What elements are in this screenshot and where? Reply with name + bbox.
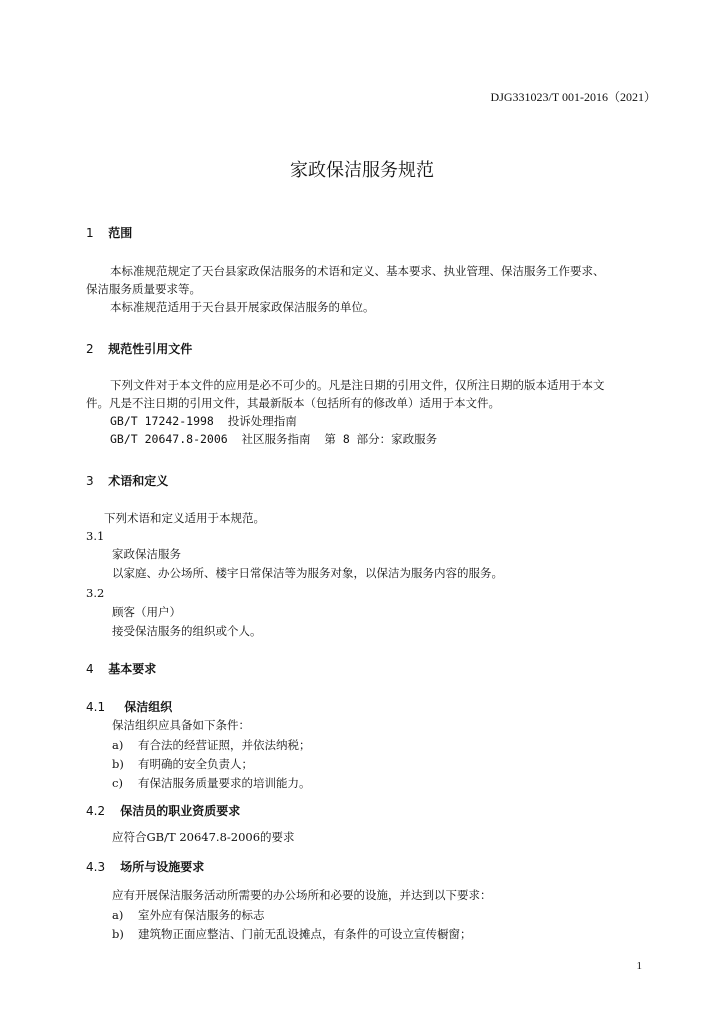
section-title: 规范性引用文件 (108, 342, 193, 356)
list-text: 室外应有保洁服务的标志 (138, 908, 265, 922)
list-label: a) (112, 908, 124, 922)
list-text: 有明确的安全负责人； (138, 757, 253, 771)
list-label: b) (112, 927, 124, 941)
list-item (112, 906, 265, 924)
list-text: 建筑物正面应整洁、门前无乱设摊点，有条件的可设立宣传橱窗； (138, 927, 472, 941)
subsection-number: 4.2 (86, 804, 106, 818)
section-4-heading (86, 660, 156, 677)
term-name: 顾客（用户） (112, 605, 181, 619)
list-item (112, 755, 253, 773)
list-text: 有保洁服务质量要求的培训能力。 (138, 776, 311, 790)
list-item (112, 925, 472, 943)
subsection-4-2-heading (86, 802, 240, 819)
term-name: 家政保洁服务 (112, 547, 181, 561)
list-label: b) (112, 757, 124, 771)
list-item (112, 736, 311, 754)
subsection-number: 4.3 (86, 860, 106, 874)
paragraph: 应符合GB/T 20647.8-2006的要求 (112, 830, 295, 844)
subsection-4-3-heading (86, 858, 204, 875)
document-title: 家政保洁服务规范 (290, 160, 434, 181)
term-definition: 接受保洁服务的组织或个人。 (112, 624, 262, 638)
page-number: 1 (636, 960, 642, 972)
paragraph: 应有开展保洁服务活动所需要的办公场所和必要的设施，并达到以下要求： (112, 888, 492, 902)
section-number: 1 (86, 226, 94, 240)
paragraph-continued: 保洁服务质量要求等。 (86, 282, 201, 296)
subsection-title: 保洁员的职业资质要求 (120, 804, 241, 818)
paragraph: 本标准规范规定了天台县家政保洁服务的术语和定义、基本要求、执业管理、保洁服务工作要求、 (110, 264, 605, 278)
paragraph: 保洁组织应具备如下条件： (112, 718, 250, 732)
section-title: 范围 (108, 226, 133, 240)
section-number: 4 (86, 662, 94, 676)
section-1-heading (86, 224, 132, 241)
subsection-title: 场所与设施要求 (120, 860, 205, 874)
term-definition: 以家庭、办公场所、楼宇日常保洁等为服务对象，以保洁为服务内容的服务。 (112, 566, 503, 580)
section-3-heading (86, 472, 168, 489)
term-number: 3.1 (86, 529, 105, 543)
list-item (112, 774, 311, 792)
paragraph: 本标准规范适用于天台县开展家政保洁服务的单位。 (110, 300, 375, 314)
subsection-title: 保洁组织 (124, 700, 173, 714)
reference-item: GB/T 20647.8-2006 社区服务指南 第 8 部分：家政服务 (110, 432, 438, 446)
paragraph: 下列术语和定义适用于本规范。 (104, 511, 265, 525)
section-number: 3 (86, 474, 94, 488)
term-number: 3.2 (86, 586, 105, 600)
section-title: 术语和定义 (108, 474, 169, 488)
paragraph-continued: 件。凡是不注日期的引用文件，其最新版本（包括所有的修改单）适用于本文件。 (86, 396, 500, 410)
list-label: c) (112, 776, 123, 790)
standard-number: DJG331023/T 001-2016（2021） (490, 90, 656, 104)
section-title: 基本要求 (108, 662, 157, 676)
section-number: 2 (86, 342, 94, 356)
subsection-4-1-heading (86, 698, 172, 715)
subsection-number: 4.1 (86, 700, 106, 714)
reference-item: GB/T 17242-1998 投诉处理指南 (110, 414, 297, 428)
section-2-heading (86, 340, 192, 357)
list-text: 有合法的经营证照，并依法纳税； (138, 738, 311, 752)
list-label: a) (112, 738, 124, 752)
paragraph: 下列文件对于本文件的应用是必不可少的。凡是注日期的引用文件，仅所注日期的版本适用于本文 (110, 378, 605, 392)
